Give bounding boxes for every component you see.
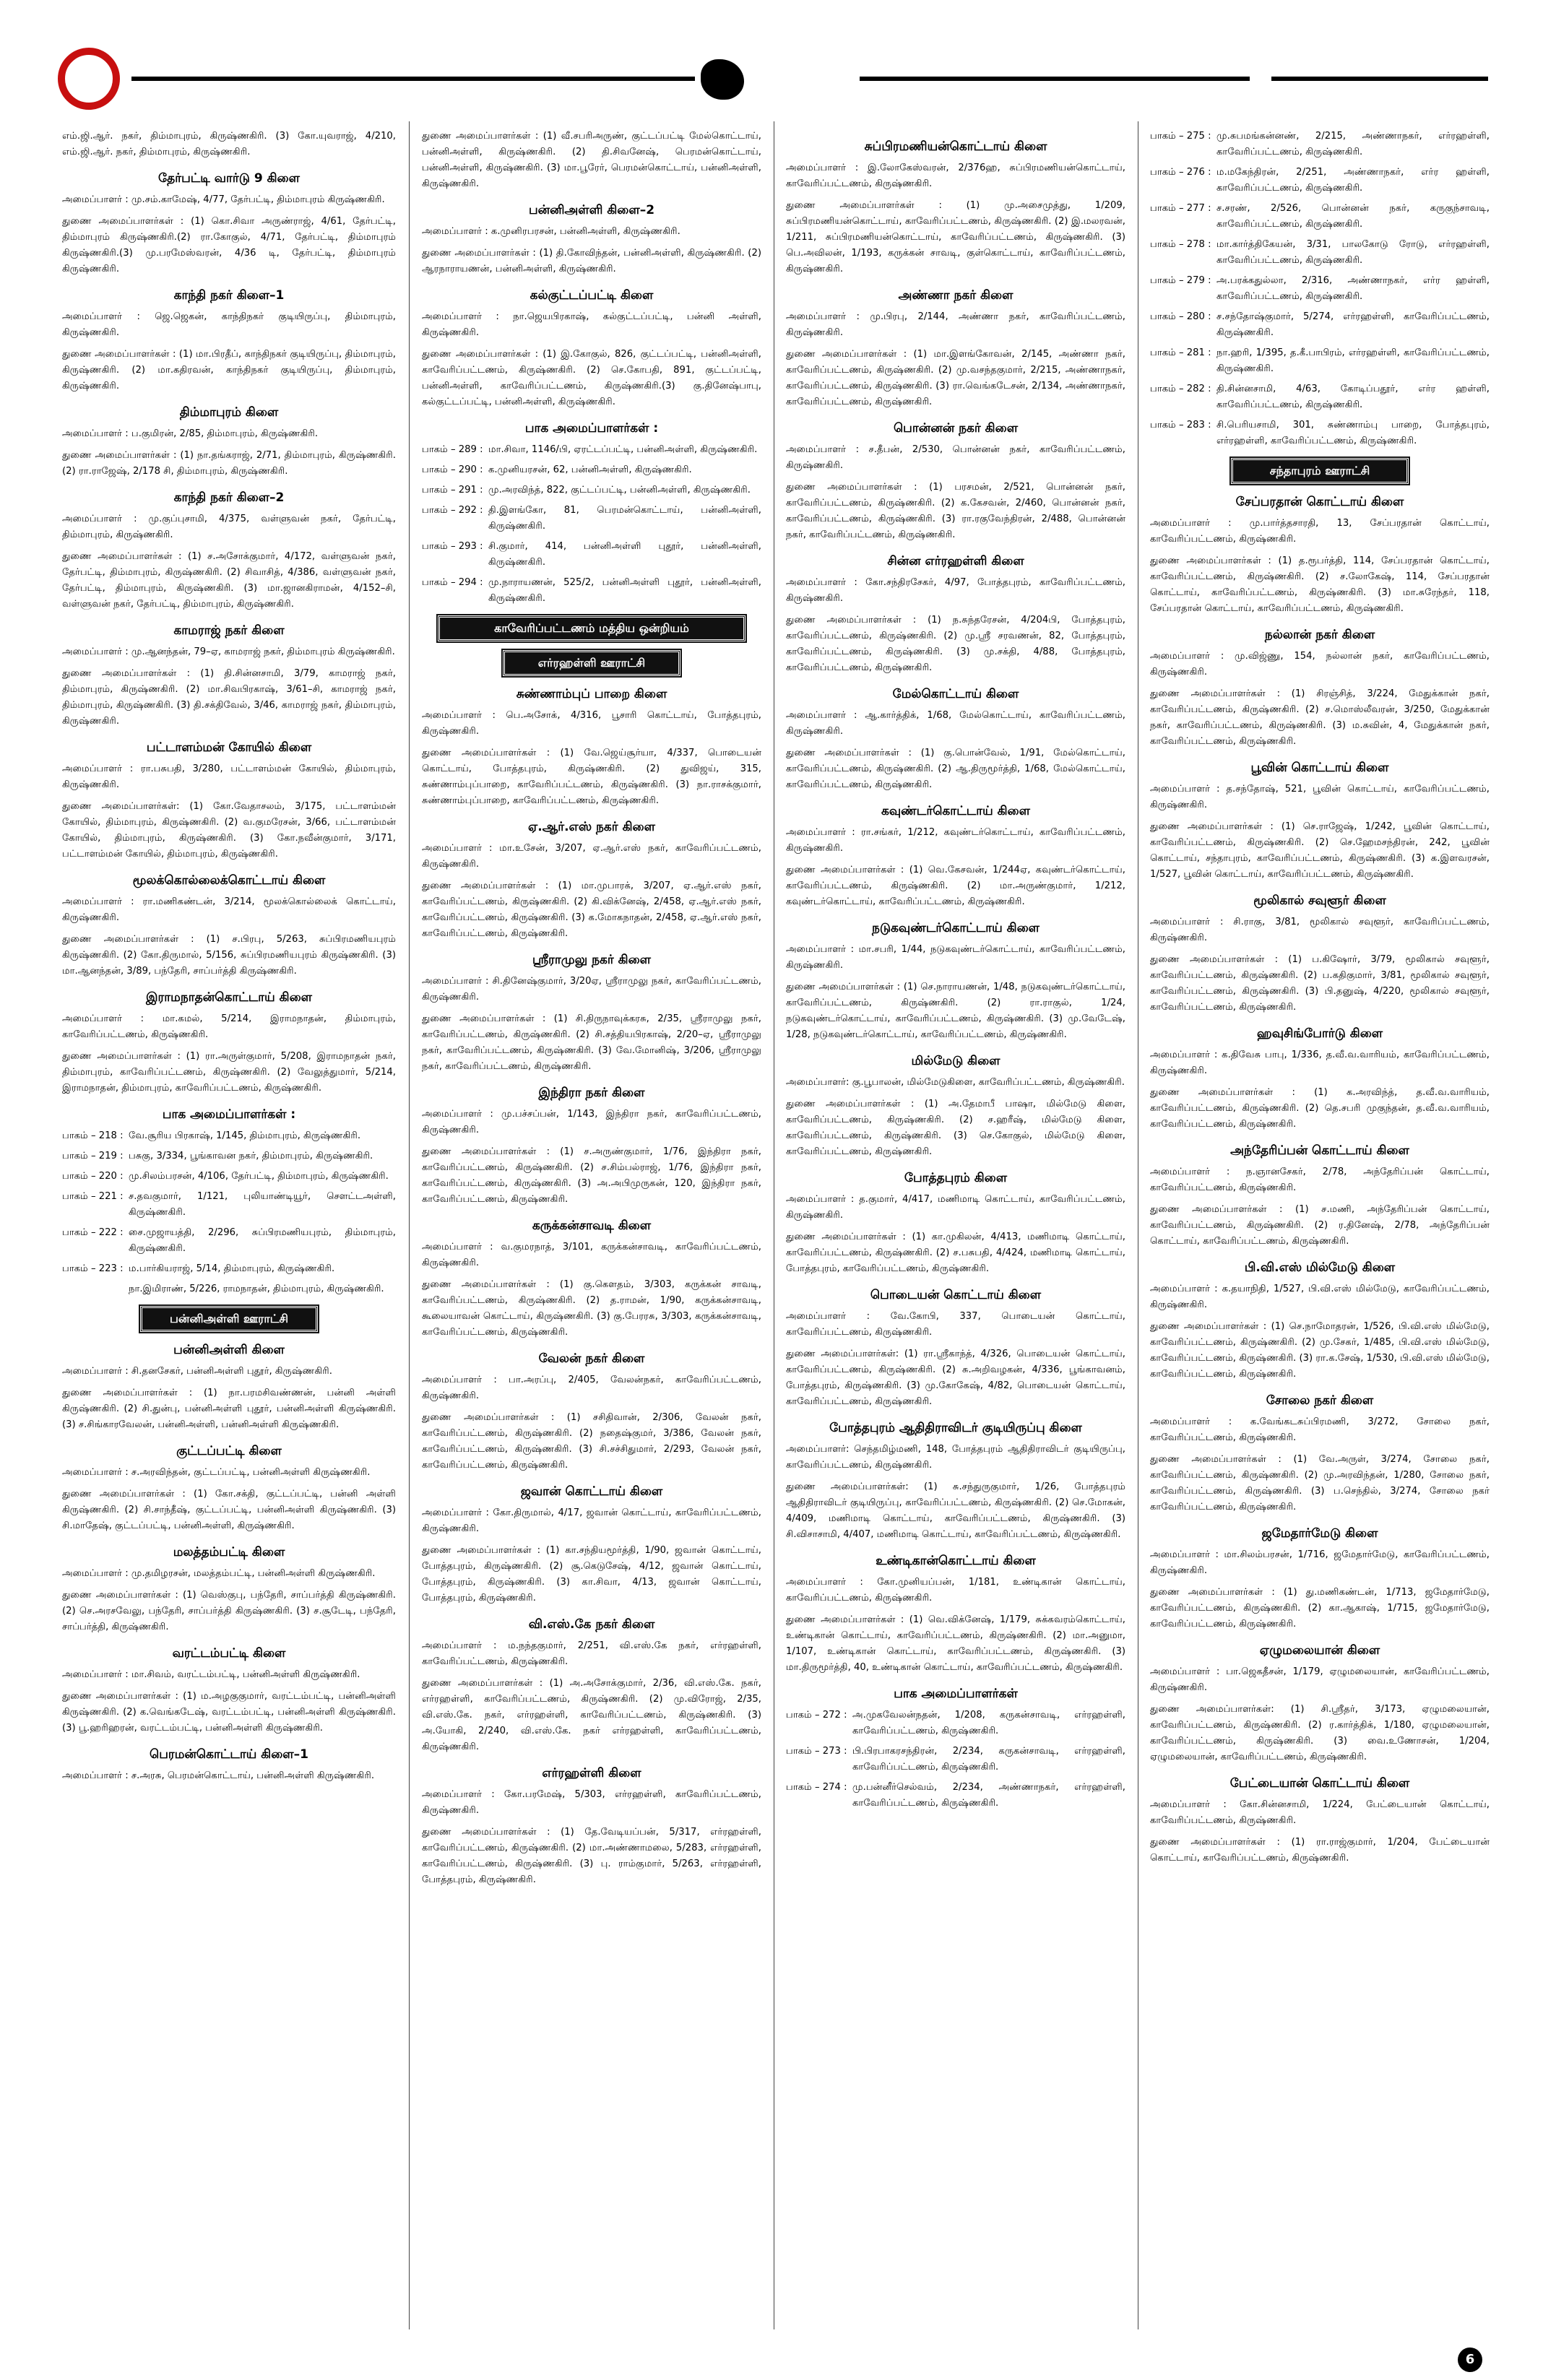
section-heading: ஜமேதார்மேடு கிளை — [1261, 1526, 1378, 1541]
paragraph: அமைப்பாளர் : ப.குமிரன், 2/85, திம்மாபுரம், கிருஷ்ணகிரி. — [62, 428, 319, 439]
ward-entry — [1150, 201, 1490, 233]
ward-text: மா.கார்த்திகேயன், 3/31, பாலகோடு ரோடு, எர்ரஹள்ளி, காவேரிப்பட்டணம், கிருஷ்ணகிரி. — [1216, 239, 1490, 266]
section-heading: வரட்டம்பட்டி கிளை — [172, 1646, 286, 1661]
paragraph: அமைப்பாளர் : சி.ராகு, 3/81, மூலிகால் சவுளூர், காவேரிப்பட்டணம், கிருஷ்ணகிரி. — [1150, 917, 1490, 943]
ward-number: பாகம் – 276 : — [1150, 167, 1211, 178]
paragraph: துணை அமைப்பாளர்கள் : (1) ச.அருண்குமார், 1/76, இந்திரா நகர், காவேரிப்பட்டணம், கிருஷ்ணகிரி. (2) ச.சிம்பல்ராஜ், 1/76, இந்திரா நகர், காவேரிப்பட்டணம், கிருஷ்ணகிரி. (3) அ.அபிமுருகன், 120, இந்திரா நகர், காவேரிப்பட்டணம், கிருஷ்ணகிரி. — [422, 1146, 761, 1205]
paragraph: துணை அமைப்பாளர்கள் : (1) சசிதிவான், 2/306, வேலன் நகர், காவேரிப்பட்டணம், கிருஷ்ணகிரி. (2) நதைஷ்குமர், 3/386, வேலன் நகர், காவேரிப்பட்டணம், கிருஷ்ணகிரி. (3) சி.சச்சிதுமார், 2/293, வேலன் நகர், காவேரிப்பட்டணம், கிருஷ்ணகிரி. — [422, 1412, 761, 1471]
column-3 — [786, 129, 1125, 2319]
section-heading: நல்லான் நகர் கிளை — [1264, 628, 1375, 642]
ward-entry — [1150, 237, 1490, 269]
column-4 — [1150, 129, 1490, 2319]
paragraph: அமைப்பாளர் : கோ.சின்னசாமி, 1/224, பேட்டையான் கொட்டாய், காவேரிப்பட்டணம், கிருஷ்ணகிரி. — [1150, 1799, 1490, 1826]
paragraph: அமைப்பாளர் : த.சந்தோஷ், 521, பூவின் கொட்டாய், காவேரிப்பட்டணம், கிருஷ்ணகிரி. — [1150, 784, 1490, 810]
section-heading: திம்மாபுரம் கிளை — [179, 405, 279, 420]
paragraph: துணை அமைப்பாளர்கள் : (1) வே.அருள், 3/274, சோலை நகர், காவேரிப்பட்டணம், கிருஷ்ணகிரி. (2) மு.அரவிந்தன், 1/280, சோலை நகர், காவேரிப்பட்டணம், கிருஷ்ணகிரி. (3) ப.செந்தில், 3/274, சோலை நகர் காவேரிப்பட்டணம், கிருஷ்ணகிரி. — [1150, 1454, 1490, 1513]
ward-number: பாகம் – 279 : — [1150, 275, 1211, 286]
paragraph: அமைப்பாளர் : மா.கமல், 5/214, இராமநாதன், திம்மாபுரம், காவேரிப்பட்டணம், கிருஷ்ணகிரி. — [62, 1013, 396, 1040]
paragraph: துணை அமைப்பாளர்கள் : (1) நா.பரமசிவண்ணன், பன்னி அள்ளி கிருஷ்ணகிரி. (2) சி.துன்பு, பன்னிஅள்ளி புதூர், பன்னிஅள்ளி கிருஷ்ணகிரி. (3) ச.சிங்காரவேலன், பன்னிஅள்ளி, பன்னிஅள்ளி கிருஷ்ணகிரி. — [62, 1388, 396, 1430]
paragraph: அமைப்பாளர் : நா.ஜெயபிரகாஷ், கல்குட்டப்பட்டி, பன்னி அள்ளி, கிருஷ்ணகிரி. — [422, 311, 761, 338]
ward-text: நா.இமிராண், 5/226, ராமநாதன், திம்மாபுரம், கிருஷ்ணகிரி. — [129, 1284, 384, 1294]
section-heading: பேட்டையான் கொட்டாய் கிளை — [1229, 1776, 1410, 1791]
paragraph: துணை அமைப்பாளர்கள் : (1) கு.கௌதம், 3/303, கருக்கன் சாவடி, காவேரிப்பட்டணம், கிருஷ்ணகிரி. (2) த.ராமன், 1/90, கருக்கன்சாவடி, கூலையாவன் கொட்டாய், கிருஷ்ணகிரி. (3) கு.பேரரசு, 3/303, கருக்கன்சாவடி, காவேரிப்பட்டணம், கிருஷ்ணகிரி. — [422, 1279, 761, 1338]
paragraph: அமைப்பாளர் : மு.பார்த்தசாரதி, 13, சேப்பரதான் கொட்டாய், காவேரிப்பட்டணம், கிருஷ்ணகிரி. — [1150, 518, 1490, 545]
paragraph: அமைப்பாளர் : ரா.மணிகண்டன், 3/214, மூலக்கொல்லைக் கொட்டாய், கிருஷ்ணகிரி. — [62, 896, 396, 923]
section-heading: மூலக்கொல்லைக்கொட்டாய் கிளை — [132, 873, 326, 888]
paragraph: அமைப்பாளர் : மா.சிவம், வரட்டம்பட்டி, பன்னிஅள்ளி கிருஷ்ணகிரி. — [62, 1669, 360, 1680]
paragraph: அமைப்பாளர் : ம.நந்தகுமார், 2/251, வி.எஸ்.கே நகர், எர்ரஹள்ளி, காவேரிப்பட்டணம், கிருஷ்ணகிரி. — [422, 1640, 761, 1667]
party-logo-icon — [58, 48, 120, 110]
section-heading: பெரமன்கொட்டாய் கிளை–1 — [150, 1747, 308, 1762]
ward-number: பாகம் – 222 : — [62, 1227, 124, 1238]
section-heading: சுப்பிரமணியன்கொட்டாய் கிளை — [864, 139, 1047, 154]
ward-entry — [62, 1261, 396, 1277]
paragraph: துணை அமைப்பாளர்கள் : (1) ந.சுந்தரேசன், 4/204பி, போத்தபுரம், காவேரிப்பட்டணம், கிருஷ்ணகிரி. (2) மு.ஸ்ரீ சரவணன், 82, போத்தபுரம், காவேரிப்பட்டணம், கிருஷ்ணகிரி. (3) மு.சக்தி, 4/88, போத்தபுரம், காவேரிப்பட்டணம், கிருஷ்ணகிரி. — [786, 615, 1125, 673]
paragraph: அமைப்பாளர்: செந்தமிழ்மணி, 148, போத்தபுரம் ஆதிதிராவிடர் குடியிருப்பு, காவேரிப்பட்டணம், கிருஷ்ணகிரி. — [786, 1444, 1125, 1471]
section-heading: காந்தி நகர் கிளை–1 — [173, 288, 285, 303]
paragraph: அமைப்பாளர் : பா.ஜெகதீசன், 1/179, ஏழுமலையான், காவேரிப்பட்டணம், கிருஷ்ணகிரி. — [1150, 1666, 1490, 1693]
ward-text: மா.சிவா, 1146/பி, ஏரட்டப்பட்டி, பன்னிஅள்ளி, கிருஷ்ணகிரி. — [488, 444, 758, 455]
section-heading: சுண்ணாம்புப் பாறை கிளை — [516, 687, 667, 701]
ward-entry — [422, 503, 761, 535]
paragraph: அமைப்பாளர் : ந.ஞானசேகர், 2/78, அந்தேரிப்பன் கொட்டாய், காவேரிப்பட்டணம், கிருஷ்ணகிரி. — [1150, 1167, 1490, 1193]
ward-number: பாகம் – 283 : — [1150, 420, 1211, 430]
ward-text: நா.ஹரி, 1/395, த.கீ.பாபிரம், எர்ரஹள்ளி, காவேரிப்பட்டணம், கிருஷ்ணகிரி. — [1216, 347, 1490, 374]
paragraph: துணை அமைப்பாளர்கள் : (1) ச.அசோக்குமார், 4/172, வள்ளுவன் நகர், தேர்பட்டி, திம்மாபுரம், கிருஷ்ணகிரி. (2) சிவாசித், 4/386, வள்ளுவன் நகர், தேர்பட்டி, திம்மாபுரம், கிருஷ்ணகிரி. (3) மா.ஜானகிராமன், 4/152–சி, வள்ளுவன் நகர், தேர்பட்டி, திம்மாபுரம், கிருஷ்ணகிரி. — [62, 551, 396, 610]
paragraph: துணை அமைப்பாளர்கள் : (1) அ.அசோக்குமார், 2/36, வி.எஸ்.கே. நகர், எர்ரஹள்ளி, காவேரிப்பட்டணம், கிருஷ்ணகிரி. (2) மு.விரோஜ், 2/35, வி.எஸ்.கே. நகர், எர்ரஹள்ளி, காவேரிப்பட்டணம், கிருஷ்ணகிரி. (3) அ.யோகி, 2/240, வி.எஸ்.கே. நகர் எர்ரஹள்ளி, காவேரிப்பட்டணம், கிருஷ்ணகிரி. — [422, 1678, 761, 1752]
panchayat-banner: பன்னிஅள்ளி ஊராட்சி — [140, 1306, 318, 1332]
ward-number: பாகம் – 292 : — [422, 505, 483, 516]
ward-entry — [62, 1169, 396, 1185]
ward-entry — [1150, 381, 1490, 413]
ward-entry — [422, 483, 761, 498]
paragraph: அமைப்பாளர் : ஜெ.ஜெகன், காந்திநகர் குடியிருப்பு, திம்மாபுரம், கிருஷ்ணகிரி. — [62, 311, 396, 338]
paragraph: துணை அமைப்பாளர்கள் : (1) செ.ராஜேஷ், 1/242, பூவின் கொட்டாய், காவேரிப்பட்டணம், கிருஷ்ணகிரி. (2) செ.ஹேமசந்திரன், 242, பூவின் கொட்டாய், சந்தாபுரம், காவேரிப்பட்டணம், கிருஷ்ணகிரி. (3) க.இளவரசன், 1/527, பூவின் கொட்டாய், காவேரிப்பட்டணம், கிருஷ்ணகிரி. — [1150, 821, 1490, 880]
ward-list-heading: பாக அமைப்பாளர்கள் : — [524, 421, 659, 436]
section-heading: போத்தபுரம் கிளை — [904, 1171, 1008, 1185]
paragraph: துணை அமைப்பாளர்கள்: (1) சு.சந்துருகுமார், 1/26, போத்தபுரம் ஆதிதிராவிடர் குடியிருப்பு, காவேரிப்பட்டணம், கிருஷ்ணகிரி. (2) செ.மோகன், 4/409, மணிமாடி கொட்டாய், காவேரிப்பட்டணம், கிருஷ்ணகிரி. (3) சி.விசாசாமி, 4/407, மணிமாடி கொட்டாய், காவேரிப்பட்டணம், கிருஷ்ணகிரி. — [786, 1481, 1125, 1540]
paragraph: துணை அமைப்பாளர்கள் : (1) சிரஞ்சித், 3/224, மேதுக்கான் நகர், காவேரிப்பட்டணம், கிருஷ்ணகிரி. (2) ச.மொஸ்லீவரன், 3/250, மேதுக்கான் நகர், காவேரிப்பட்டணம், கிருஷ்ணகிரி. (3) ம.சுவின், 4, மேதுக்கான் நகர், காவேரிப்பட்டணம், கிருஷ்ணகிரி. — [1150, 688, 1490, 747]
ward-text: க.முனியரசன், 62, பன்னிஅள்ளி, கிருஷ்ணகிரி. — [488, 464, 692, 475]
paragraph: துணை அமைப்பாளர்கள் : (1) செ.நாராயணன், 1/48, நடுகவுண்டர்கொட்டாய், காவேரிப்பட்டணம், கிருஷ்ணகிரி. (2) ரா.ராகுல், 1/24, நடுகவுண்டர்கொட்டாய், காவேரிப்பட்டணம், கிருஷ்ணகிரி. (3) மு.வேடேஷ், 1/28, நடுகவுண்டர்கொட்டாய், காவேரிப்பட்டணம், கிருஷ்ணகிரி. — [786, 982, 1125, 1040]
paragraph: அமைப்பாளர் : மா.உசேன், 3/207, ஏ.ஆர்.எஸ் நகர், காவேரிப்பட்டணம், கிருஷ்ணகிரி. — [422, 843, 761, 870]
ward-entry — [62, 1128, 396, 1144]
ward-number: பாகம் – 293 : — [422, 541, 483, 552]
paragraph: அமைப்பாளர் : க.திவேசு பாபு, 1/336, த.வீ.வ.வாரியம், காவேரிப்பட்டணம், கிருஷ்ணகிரி. — [1150, 1050, 1490, 1076]
paragraph: அமைப்பாளர்: கு.பூபாலன், மில்மேடுகிளை, காவேரிப்பட்டணம், கிருஷ்ணகிரி. — [786, 1077, 1125, 1088]
ward-number: பாகம் – 274 : — [786, 1782, 847, 1793]
paragraph: துணை அமைப்பாளர்கள் : (1) ச.மணி, அந்தேரிப்பன் கொட்டாய், காவேரிப்பட்டணம், கிருஷ்ணகிரி. (2) ர.தினேஷ், 2/78, அந்தேரிப்பன் கொட்டாய், காவேரிப்பட்டணம், கிருஷ்ணகிரி. — [1150, 1204, 1490, 1247]
paragraph: துணை அமைப்பாளர்கள்: (1) ரா.ஸ்ரீகாந்த், 4/326, பொடையன் கொட்டாய், காவேரிப்பட்டணம், கிருஷ்ணகிரி. (2) சு.அறிவழகன், 4/336, பூங்காவனம், போத்தபுரம், கிருஷ்ணகிரி. (3) மு.கோகேஷ், 4/82, பொடையன் கொட்டாய், காவேரிப்பட்டணம், கிருஷ்ணகிரி. — [786, 1349, 1125, 1407]
paragraph: துணை அமைப்பாளர்கள் : (1) ச.பிரபு, 5/263, சுப்பிரமணியபுரம் கிருஷ்ணகிரி. (2) கோ.திருமால், 5/156, சுப்பிரமணியபுரம் கிருஷ்ணகிரி. (3) மா.ஆனந்தன், 3/89, பந்தேரி, சாப்பர்த்தி கிருஷ்ணகிரி. — [62, 934, 396, 977]
ward-entry — [1150, 129, 1490, 160]
paragraph: அமைப்பாளர் : மு.பிரபு, 2/144, அண்ணா நகர், காவேரிப்பட்டணம், கிருஷ்ணகிரி. — [786, 311, 1125, 338]
section-heading: இந்திரா நகர் கிளை — [538, 1086, 645, 1100]
paragraph: அமைப்பாளர் : மு.ஆனந்தன், 79–ஏ, காமராஜ் நகர், திம்மாபுரம் கிருஷ்ணகிரி. — [62, 646, 395, 657]
header-rule-center — [860, 77, 1250, 81]
paragraph: அமைப்பாளர் : கோ.முனியப்பன், 1/181, உண்டிகான் கொட்டாய், காவேரிப்பட்டணம், கிருஷ்ணகிரி. — [786, 1577, 1125, 1604]
section-heading: பொடையன் கொட்டாய் கிளை — [870, 1288, 1042, 1302]
section-heading: கருக்கன்சாவடி கிளை — [532, 1219, 652, 1233]
paragraph: அமைப்பாளர் : பா.அரப்பு, 2/405, வேலன்நகர், காவேரிப்பட்டணம், கிருஷ்ணகிரி. — [422, 1375, 761, 1401]
paragraph: துணை அமைப்பாளர்கள் : (1) அ.தேமாபீ பாஷா, மில்மேடு கிளை, காவேரிப்பட்டணம், கிருஷ்ணகிரி. (2) ச.ஹரீஷ், மில்மேடு கிளை, காவேரிப்பட்டணம், கிருஷ்ணகிரி. (3) செ.கோகுல், மில்மேடு கிளை, காவேரிப்பட்டணம், கிருஷ்ணகிரி. — [786, 1099, 1125, 1157]
ward-text: வே.சூரிய பிரகாஷ், 1/145, திம்மாபுரம், கிருஷ்ணகிரி. — [129, 1130, 361, 1141]
section-heading: பன்னிஅள்ளி கிளை–2 — [528, 203, 655, 217]
ward-text: ம.மகேந்திரன், 2/251, அண்ணாநகர், எர்ர ஹள்ளி, காவேரிப்பட்டணம், கிருஷ்ணகிரி. — [1216, 167, 1490, 194]
ward-entry — [62, 1281, 396, 1297]
section-heading: அண்ணா நகர் கிளை — [898, 288, 1013, 303]
section-heading: தேர்பட்டி வார்டு 9 கிளை — [158, 171, 300, 186]
paragraph: அமைப்பாளர் : மு.பச்சப்பன், 1/143, இந்திரா நகர், காவேரிப்பட்டணம், கிருஷ்ணகிரி. — [422, 1109, 761, 1135]
paragraph: அமைப்பாளர் : மு.குப்புசாமி, 4/375, வள்ளுவன் நகர், தேர்பட்டி, திம்மாபுரம், கிருஷ்ணகிரி. — [62, 514, 396, 540]
paragraph: எம்.ஜி.ஆர். நகர், திம்மாபுரம், கிருஷ்ணகிரி. (3) கோ.யுவராஜ், 4/210, எம்.ஜி.ஆர். நகர், திம்மாபுரம், கிருஷ்ணகிரி. — [62, 131, 396, 157]
paragraph: துணை அமைப்பாளர்கள் : (1) மு.அசைமுத்து, 1/209, சுப்பிரமணியன்கொட்டாய், காவேரிப்பட்டணம், கிருஷ்ணகிரி. (2) இ.மலரவன், 1/211, சுப்பிரமணியன்கொட்டாய், காவேரிப்பட்டணம், கிருஷ்ணகிரி. (3) பெ.அவிலன், 1/193, கருக்கன் சாவடி, குள்கொட்டாய், காவேரிப்பட்டணம், கிருஷ்ணகிரி. — [786, 200, 1125, 274]
ward-number: பாகம் – 272 : — [786, 1710, 847, 1721]
ward-text: சி.குமார், 414, பன்னிஅள்ளி புதூர், பன்னிஅள்ளி, கிருஷ்ணகிரி. — [488, 541, 761, 568]
paragraph: அமைப்பாளர் : சி.தினேஷ்குமார், 3/20ஏ, ஸ்ரீராமுலு நகர், காவேரிப்பட்டணம், கிருஷ்ணகிரி. — [422, 976, 761, 1003]
page-number-badge: 6 — [1458, 2347, 1482, 2372]
ward-number: பாகம் – 281 : — [1150, 347, 1211, 358]
ward-text: மு.அரவிந்த், 822, குட்டப்பட்டி, பன்னிஅள்ளி, கிருஷ்ணகிரி. — [488, 485, 751, 496]
section-heading: ஏ.ஆர்.எஸ் நகர் கிளை — [528, 820, 655, 834]
paragraph: துணை அமைப்பாளர்கள் : (1) ரா.ராஜ்குமார், 1/204, பேட்டையான் கொட்டாய், காவேரிப்பட்டணம், கிருஷ்ணகிரி. — [1150, 1837, 1490, 1864]
ward-text: ச.சந்தோஷ்குமார், 5/274, எர்ரஹள்ளி, காவேரிப்பட்டணம், கிருஷ்ணகிரி. — [1216, 311, 1490, 338]
section-heading: மூலிகால் சவுளூர் கிளை — [1253, 893, 1386, 908]
bull-emblem-icon — [701, 59, 744, 100]
paragraph: அமைப்பாளர் : ச.அரவிந்தன், குட்டப்பட்டி, பன்னிஅள்ளி கிருஷ்ணகிரி. — [62, 1467, 371, 1478]
section-heading: மில்மேடு கிளை — [911, 1054, 1000, 1068]
ward-text: தி.சின்னசாமி, 4/63, கோடிப்பதூர், எர்ர ஹள்ளி, காவேரிப்பட்டணம், கிருஷ்ணகிரி. — [1216, 384, 1490, 410]
column-divider — [409, 121, 410, 2329]
ward-text: மு.பன்னீர்செல்வம், 2/234, அண்ணாநகர், எர்ரஹள்ளி, காவேரிப்பட்டணம், கிருஷ்ணகிரி. — [852, 1782, 1125, 1809]
paragraph: அமைப்பாளர் : ரா.பசுபதி, 3/280, பட்டாளம்மன் கோயில், திம்மாபுரம், கிருஷ்ணகிரி. — [62, 763, 396, 790]
ward-text: மு.சிலம்பரசன், 4/106, தேர்பட்டி, திம்மாபுரம், கிருஷ்ணகிரி. — [129, 1171, 389, 1182]
ward-text: தி.இளங்கோ, 81, பெரமன்கொட்டாய், பன்னிஅள்ளி, கிருஷ்ணகிரி. — [488, 505, 761, 532]
section-heading: பூவின் கொட்டாய் கிளை — [1250, 761, 1389, 775]
ward-entry — [422, 442, 761, 458]
section-heading: ஏழுமலையான் கிளை — [1259, 1643, 1380, 1658]
paragraph: அமைப்பாளர் : கோ.பரமேஷ், 5/303, எர்ரஹள்ளி, காவேரிப்பட்டணம், கிருஷ்ணகிரி. — [422, 1789, 761, 1816]
section-heading: ஜவான் கொட்டாய் கிளை — [520, 1484, 663, 1499]
ward-entry — [422, 539, 761, 571]
ward-entry — [786, 1744, 1125, 1775]
panchayat-banner: எர்ரஹள்ளி ஊராட்சி — [503, 650, 680, 676]
paragraph: துணை அமைப்பாளர்கள்: (1) சி.ஸ்ரீதர், 3/173, ஏழுமலையான், காவேரிப்பட்டணம், கிருஷ்ணகிரி. (2) ர.கார்த்திக், 1/180, ஏழுமலையான், காவேரிப்பட்டணம், கிருஷ்ணகிரி. (3) வை.உணோசன், 1/204, ஏழுமலையான், காவேரிப்பட்டணம், கிருஷ்ணகிரி. — [1150, 1704, 1490, 1762]
ward-entry — [422, 462, 761, 478]
ward-entry — [62, 1189, 396, 1221]
paragraph: துணை அமைப்பாளர்கள் : (1) வீ.சபரிஅருண், குட்டப்பட்டி மேல்கொட்டாய், பன்னிஅள்ளி, கிருஷ்ணகிரி. (2) தி.சிவனேஷ், பெரமன்கொட்டாய், பன்னிஅள்ளி, கிருஷ்ணகிரி. (3) மா.பூரேர், பெரமன்கொட்டாய், பன்னிஅள்ளி, கிருஷ்ணகிரி. — [422, 131, 761, 189]
section-heading: காமராஜ் நகர் கிளை — [173, 623, 285, 638]
paragraph: அமைப்பாளர் : மு.தமிழரசன், மலத்தம்பட்டி, பன்னிஅள்ளி கிருஷ்ணகிரி. — [62, 1568, 376, 1579]
ward-number: பாகம் – 278 : — [1150, 239, 1211, 250]
section-heading: ஸ்ரீராமுலு நகர் கிளை — [532, 953, 652, 967]
ward-number: பாகம் – 277 : — [1150, 203, 1211, 214]
ward-number: பாகம் – 291 : — [422, 485, 483, 496]
paragraph: அமைப்பாளர் : க.தயாநிதி, 1/527, பி.வி.எஸ் மில்மேடு, காவேரிப்பட்டணம், கிருஷ்ணகிரி. — [1150, 1284, 1490, 1310]
paragraph: துணை அமைப்பாளர்கள் : (1) கு.பொன்வேல், 1/91, மேல்கொட்டாய், காவேரிப்பட்டணம், கிருஷ்ணகிரி. (2) ஆ.திருமூர்த்தி, 1/68, மேல்கொட்டாய், காவேரிப்பட்டணம், கிருஷ்ணகிரி. — [786, 748, 1125, 790]
ward-number: பாகம் – 220 : — [62, 1171, 124, 1182]
ward-entry — [422, 575, 761, 607]
paragraph: துணை அமைப்பாளர்கள் : (1) தி.கோவிந்தன், பன்னிஅள்ளி, கிருஷ்ணகிரி. (2) ஆரநாராயணன், பன்னிஅள்ளி, கிருஷ்ணகிரி. — [422, 248, 761, 274]
paragraph: அமைப்பாளர் : ச.தீபன், 2/530, பொன்னன் நகர், காவேரிப்பட்டணம், கிருஷ்ணகிரி. — [786, 444, 1125, 471]
section-heading: போத்தபுரம் ஆதிதிராவிடர் குடியிருப்பு கிளை — [829, 1421, 1082, 1435]
paragraph: அமைப்பாளர் : மு.விஜ்ணு, 154, நல்லான் நகர், காவேரிப்பட்டணம், கிருஷ்ணகிரி. — [1150, 651, 1490, 678]
ward-number: பாகம் – 275 : — [1150, 131, 1211, 142]
ward-list-heading: பாக அமைப்பாளர்கள் : — [162, 1107, 296, 1122]
ward-entry — [1150, 417, 1490, 449]
paragraph: துணை அமைப்பாளர்கள்: (1) கோ.வேதாசலம், 3/175, பட்டாளம்மன் கோயில், திம்மாபுரம், கிருஷ்ணகிரி. (2) வ.குமரேசன், 3/66, பட்டாளம்மன் கோயில், திம்மாபுரம், கிருஷ்ணகிரி. (3) கோ.நவீன்குமார், 3/171, பட்டாளம்மன் கோயில், திம்மாபுரம், கிருஷ்ணகிரி. — [62, 801, 396, 860]
section-heading: நடுகவுண்டர்கொட்டாய் கிளை — [871, 921, 1040, 935]
paragraph: அமைப்பாளர் : கோ.திருமால், 4/17, ஜவான் கொட்டாய், காவேரிப்பட்டணம், கிருஷ்ணகிரி. — [422, 1507, 761, 1534]
ward-entry — [1150, 273, 1490, 305]
paragraph: துணை அமைப்பாளர்கள் : (1) மா.பிரதீப், காந்திநகர் குடியிருப்பு, திம்மாபுரம், கிருஷ்ணகிரி. (2) மா.கதிரவன், காந்திநகர் குடியிருப்பு, திம்மாபுரம், கிருஷ்ணகிரி. — [62, 349, 396, 391]
header-rule-right — [1271, 77, 1488, 81]
paragraph: துணை அமைப்பாளர்கள் : (1) நா.தங்கராஜ், 2/71, திம்மாபுரம், கிருஷ்ணகிரி. (2) ரா.ராஜேஷ், 2/178 சி, திம்மாபுரம், கிருஷ்ணகிரி. — [62, 450, 396, 477]
paragraph: அமைப்பாளர் : ரா.சங்கர், 1/212, கவுண்டர்கொட்டாய், காவேரிப்பட்டணம், கிருஷ்ணகிரி. — [786, 827, 1125, 854]
ward-number: பாகம் – 280 : — [1150, 311, 1211, 322]
paragraph: துணை அமைப்பாளர்கள் : (1) தி.சின்னசாமி, 3/79, காமராஜ் நகர், திம்மாபுரம், கிருஷ்ணகிரி. (2) மா.சிவபிரகாஷ், 3/61–சி, காமராஜ் நகர், திம்மாபுரம், கிருஷ்ணகிரி. (3) தி.சக்திவேல், 3/46, காமராஜ் நகர், திம்மாபுரம், கிருஷ்ணகிரி. — [62, 668, 396, 727]
paragraph: துணை அமைப்பாளர்கள் : (1) க.அரவிந்த், த.வீ.வ.வாரியம், காவேரிப்பட்டணம், கிருஷ்ணகிரி. (2) தெ.சபரி முகுந்தன், த.வீ.வ.வாரியம், காவேரிப்பட்டணம், கிருஷ்ணகிரி. — [1150, 1087, 1490, 1130]
paragraph: துணை அமைப்பாளர்கள் : (1) வெஸ்குபு, பந்தேரி, சாப்பர்த்தி கிருஷ்ணகிரி.(2) செ.அரசவேலு, பந்தேரி, சாப்பர்த்தி கிருஷ்ணகிரி. (3) ச.சூடேடி, பந்தேரி, சாப்பர்த்தி, கிருஷ்ணகிரி. — [62, 1590, 396, 1632]
column-2 — [422, 129, 761, 2319]
paragraph: துணை அமைப்பாளர்கள் : (1) ரா.அருள்குமார், 5/208, இராமநாதன் நகர், திம்மாபுரம், காவேரிப்பட்டணம், கிருஷ்ணகிரி. (2) வேலுத்துமார், 5/214, இராமநாதன், திம்மாபுரம், காவேரிப்பட்டணம், கிருஷ்ணகிரி. — [62, 1051, 396, 1094]
paragraph: துணை அமைப்பாளர்கள் : (1) கா.சந்தியமூர்த்தி, 1/90, ஜவான் கொட்டாய், போத்தபுரம், கிருஷ்ணகிரி. (2) சூ.கெடுசேஷ், 4/12, ஜவான் கொட்டாய், போத்தபுரம், கிருஷ்ணகிரி. (3) கா.சிவா, 4/13, ஜவான் கொட்டாய், போத்தபுரம், கிருஷ்ணகிரி. — [422, 1545, 761, 1604]
section-heading: அந்தேரிப்பன் கொட்டாய் கிளை — [1230, 1143, 1409, 1158]
ward-number: பாகம் – 294 : — [422, 577, 483, 588]
ward-text: ம.பார்கியராஜ், 5/14, திம்மாபுரம், கிருஷ்ணகிரி. — [129, 1263, 335, 1274]
ward-text: அ.முகவேலன்நதன், 1/208, கருகன்சாவடி, எர்ரஹள்ளி, காவேரிப்பட்டணம், கிருஷ்ணகிரி. — [852, 1710, 1125, 1736]
paragraph: துணை அமைப்பாளர்கள் : (1) பரசமன், 2/521, பொன்னன் நகர், காவேரிப்பட்டணம், கிருஷ்ணகிரி. (2) க.கேசவன், 2/460, பொன்னன் நகர், காவேரிப்பட்டணம், கிருஷ்ணகிரி. (3) ரா.ரகுவேந்திரன், 2/488, பொன்னன் நகர், காவேரிப்பட்டணம், கிருஷ்ணகிரி. — [786, 482, 1125, 540]
paragraph: துணை அமைப்பாளர்கள் : (1) த.ரூபர்த்தி, 114, சேப்பரதான் கொட்டாய், காவேரிப்பட்டணம், கிருஷ்ணகிரி. (2) ச.லோகேஷ், 114, சேப்பரதான் கொட்டாய், காவேரிப்பட்டணம், கிருஷ்ணகிரி. (3) மா.சுரேந்தர், 118, சேப்பரதான் கொட்டாய், காவேரிப்பட்டணம், கிருஷ்ணகிரி. — [1150, 555, 1490, 614]
paragraph: அமைப்பாளர் : க.முனிரபரசன், பன்னிஅள்ளி, கிருஷ்ணகிரி. — [422, 226, 680, 237]
ward-text: மு.நாராயணன், 525/2, பன்னிஅள்ளி புதூர், பன்னிஅள்ளி, கிருஷ்ணகிரி. — [488, 577, 761, 604]
ward-text: மு.சுபமங்கன்னண், 2/215, அண்ணாநகர், எர்ரஹள்ளி, காவேரிப்பட்டணம், கிருஷ்ணகிரி. — [1216, 131, 1490, 157]
paragraph: துணை அமைப்பாளர்கள் : (1) வெ.விக்னேஷ், 1/179, சுக்கவரம்கொட்டாய், உண்டிகான் கொட்டாய், காவேரிப்பட்டணம், கிருஷ்ணகிரி. (2) மா.அனுமா, 1/107, உண்டிகான் கொட்டாய், காவேரிப்பட்டணம், கிருஷ்ணகிரி. (3) மா.திருமூர்த்தி, 40, உண்டிகான் கொட்டாய், காவேரிப்பட்டணம், கிருஷ்ணகிரி. — [786, 1614, 1125, 1673]
paragraph: துணை அமைப்பாளர்கள் : (1) வெ.கேசவன், 1/244ஏ, கவுண்டர்கொட்டாய், காவேரிப்பட்டணம், கிருஷ்ணகிரி. (2) மா.அருண்குமார், 1/212, கவுண்டர்கொட்டாய், காவேரிப்பட்டணம், கிருஷ்ணகிரி. — [786, 865, 1125, 907]
ward-number: பாகம் – 219 : — [62, 1151, 124, 1161]
paragraph: துணை அமைப்பாளர்கள் : (1) ம.அழகுகுமார், வரட்டம்பட்டி, பன்னிஅள்ளி கிருஷ்ணகிரி. (2) க.வெங்கடேஷ், வரட்டம்பட்டி, பன்னிஅள்ளி கிருஷ்ணகிரி. (3) பூ.ஹரிஹரன், வரட்டம்பட்டி, பன்னிஅள்ளி கிருஷ்ணகிரி. — [62, 1691, 396, 1734]
page-header — [51, 42, 1495, 121]
section-heading: பொன்னன் நகர் கிளை — [893, 421, 1019, 436]
paragraph: துணை அமைப்பாளர்கள் : (1) கோ.சக்தி, குட்டப்பட்டி, பன்னி அள்ளி கிருஷ்ணகிரி. (2) சி.சாந்தீஷ், குட்டப்பட்டி, பன்னிஅள்ளி கிருஷ்ணகிரி. (3) சி.மாதேஷ், குட்டப்பட்டி, பன்னிஅள்ளி, கிருஷ்ணகிரி. — [62, 1489, 396, 1531]
section-heading: சேப்பரதான் கொட்டாய் கிளை — [1235, 495, 1404, 509]
paragraph: துணை அமைப்பாளர்கள் : (1) மா.இளங்கோவன், 2/145, அண்ணா நகர், காவேரிப்பட்டணம், கிருஷ்ணகிரி. (2) மு.வசந்தகுமார், 2/215, அண்ணாநகர், காவேரிப்பட்டணம், கிருஷ்ணகிரி. (3) ரா.வெங்கடேசன், 2/134, அண்ணாநகர், காவேரிப்பட்டணம், கிருஷ்ணகிரி. — [786, 349, 1125, 407]
section-heading: உண்டிகான்கொட்டாய் கிளை — [876, 1554, 1036, 1568]
paragraph: துணை அமைப்பாளர்கள் : (1) ப.கிஷோர், 3/79, மூலிகால் சவுளூர், காவேரிப்பட்டணம், கிருஷ்ணகிரி. (2) ப.கதிகுமார், 3/81, மூலிகால் சவுளூர், காவேரிப்பட்டணம், கிருஷ்ணகிரி. (3) பி.தனுஷ், 4/220, மூலிகால் சவுளூர், காவேரிப்பட்டணம், கிருஷ்ணகிரி. — [1150, 954, 1490, 1013]
section-heading: பன்னிஅள்ளி கிளை — [173, 1343, 285, 1357]
ward-number: பாகம் – 223 : — [62, 1263, 124, 1274]
ward-number: பாகம் – 289 : — [422, 444, 483, 455]
section-heading: சோலை நகர் கிளை — [1266, 1393, 1374, 1408]
ward-entry — [1150, 309, 1490, 341]
ward-text: ச.தவகுமார், 1/121, புலியாண்டியூர், சௌட்டஅள்ளி, கிருஷ்ணகிரி. — [129, 1191, 396, 1218]
ward-entry — [786, 1780, 1125, 1812]
paragraph: அமைப்பாளர் : மா.சபரி, 1/44, நடுகவுண்டர்கொட்டாய், காவேரிப்பட்டணம், கிருஷ்ணகிரி. — [786, 944, 1125, 971]
header-rule-left — [131, 77, 695, 81]
paragraph: துணை அமைப்பாளர்கள் : (1) கா.முகிலன், 4/413, மணிமாடி கொட்டாய், காவேரிப்பட்டணம், கிருஷ்ணகிரி. (2) ச.பசுபதி, 4/424, மணிமாடி கொட்டாய், போத்தபுரம், காவேரிப்பட்டணம், கிருஷ்ணகிரி. — [786, 1232, 1125, 1274]
ward-number: பாகம் – 273 : — [786, 1746, 847, 1757]
ward-number: பாகம் – 290 : — [422, 464, 483, 475]
ward-entry — [62, 1225, 396, 1257]
ward-number: பாகம் – 221 : — [62, 1191, 124, 1202]
paragraph: அமைப்பாளர் : பெ.அசோக், 4/316, பூசாரி கொட்டாய், போத்தபுரம், கிருஷ்ணகிரி. — [422, 710, 761, 737]
paragraph: துணை அமைப்பாளர்கள் : (1) து.மணிகண்டன், 1/713, ஜமேதார்மேடு, காவேரிப்பட்டணம், கிருஷ்ணகிரி. (2) கா.ஆகாஷ், 1/715, ஜமேதார்மேடு, காவேரிப்பட்டணம், கிருஷ்ணகிரி. — [1150, 1587, 1490, 1630]
paragraph: துணை அமைப்பாளர்கள் : (1) சி.திருநாவுக்கரசு, 2/35, ஸ்ரீராமுலு நகர், காவேரிப்பட்டணம், கிருஷ்ணகிரி. (2) சி.சத்தியபிரகாஷ், 2/20–ஏ, ஸ்ரீராமுலு நகர், காவேரிப்பட்டணம், கிருஷ்ணகிரி. (3) வே.மோனிஷ், 3/206, ஸ்ரீராமுலு நகர், காவேரிப்பட்டணம், கிருஷ்ணகிரி. — [422, 1013, 761, 1072]
paragraph: அமைப்பாளர் : வ.குமரநாத், 3/101, கருக்கன்சாவடி, காவேரிப்பட்டணம், கிருஷ்ணகிரி. — [422, 1242, 761, 1268]
section-heading: ஹவுசிங்போர்டு கிளை — [1256, 1026, 1383, 1041]
ward-list-heading: பாக அமைப்பாளர்கள் — [894, 1687, 1018, 1701]
section-heading: பி.வி.எஸ் மில்மேடு கிளை — [1244, 1260, 1396, 1275]
section-heading: இராமநாதன்கொட்டாய் கிளை — [145, 990, 312, 1005]
ward-text: பி.பிரபாகரசந்திரன், 2/234, கருகன்சாவடி, எர்ரஹள்ளி, காவேரிப்பட்டணம், கிருஷ்ணகிரி. — [852, 1746, 1125, 1773]
section-heading: கவுண்டர்கொட்டாய் கிளை — [881, 804, 1030, 818]
section-heading: பட்டாளம்மன் கோயில் கிளை — [146, 740, 312, 755]
ward-entry — [62, 1148, 396, 1164]
ward-entry — [786, 1708, 1125, 1739]
paragraph: துணை அமைப்பாளர்கள் : (1) தே.வேடியப்பன், 5/317, எர்ரஹள்ளி, காவேரிப்பட்டணம், கிருஷ்ணகிரி. (2) மா.அண்ணாமலை, 5/283, எர்ரஹள்ளி, காவேரிப்பட்டணம், கிருஷ்ணகிரி. (3) பு. ராம்குமார், 5/263, எர்ரஹள்ளி, போத்தபுரம், கிருஷ்ணகிரி. — [422, 1827, 761, 1885]
union-banner: காவேரிப்பட்டணம் மத்திய ஒன்றியம் — [438, 615, 745, 641]
ward-text: பசுகு, 3/334, பூங்காவன நகர், திம்மாபுரம், கிருஷ்ணகிரி. — [129, 1151, 373, 1161]
ward-number — [62, 1281, 129, 1297]
paragraph: அமைப்பாளர் : ஆ.கார்த்திக், 1/68, மேல்கொட்டாய், காவேரிப்பட்டணம், கிருஷ்ணகிரி. — [786, 710, 1125, 737]
section-heading: மேல்கொட்டாய் கிளை — [892, 687, 1019, 701]
ward-text: ச.சரண், 2/526, பொன்னன் நகர், கருகுந்சாவடி, காவேரிப்பட்டணம், கிருஷ்ணகிரி. — [1216, 203, 1490, 230]
paragraph: அமைப்பாளர் : த.குமார், 4/417, மணிமாடி கொட்டாய், காவேரிப்பட்டணம், கிருஷ்ணகிரி. — [786, 1194, 1125, 1221]
paragraph: அமைப்பாளர் : க.வேங்கடசுப்பிரமணி, 3/272, சோலை நகர், காவேரிப்பட்டணம், கிருஷ்ணகிரி. — [1150, 1416, 1490, 1443]
ward-entry — [1150, 345, 1490, 377]
ward-entry — [1150, 165, 1490, 196]
section-heading: குட்டப்பட்டி கிளை — [176, 1444, 282, 1458]
paragraph: அமைப்பாளர் : ச.அரசு, பெரமன்கொட்டாய், பன்னிஅள்ளி கிருஷ்ணகிரி. — [62, 1770, 375, 1781]
section-heading: வேலன் நகர் கிளை — [538, 1351, 645, 1366]
section-heading: மலத்தம்பட்டி கிளை — [173, 1545, 285, 1559]
column-1 — [62, 129, 396, 2319]
ward-number: பாகம் – 218 : — [62, 1130, 124, 1141]
paragraph: அமைப்பாளர் : மு.சம்.காமேஷ், 4/77, தேர்பட்டி, திம்மாபுரம் கிருஷ்ணகிரி. — [62, 194, 385, 205]
ward-text: சை.முஜாயத்தி, 2/296, சுப்பிரமணியபுரம், திம்மாபுரம், கிருஷ்ணகிரி. — [129, 1227, 396, 1254]
paragraph: அமைப்பாளர் : கோ.சந்திரசேகர், 4/97, போத்தபுரம், காவேரிப்பட்டணம், கிருஷ்ணகிரி. — [786, 577, 1125, 604]
section-heading: வி.எஸ்.கே நகர் கிளை — [528, 1617, 655, 1632]
paragraph: அமைப்பாளர் : மா.சிலம்பரசன், 1/716, ஜமேதார்மேடு, காவேரிப்பட்டணம், கிருஷ்ணகிரி. — [1150, 1549, 1490, 1576]
ward-number: பாகம் – 282 : — [1150, 384, 1211, 394]
ward-text: சி.பெரியசாமி, 301, சுண்ணாம்பு பாறை, போத்தபுரம், எர்ரஹள்ளி, காவேரிப்பட்டணம், கிருஷ்ணகிரி. — [1216, 420, 1490, 446]
panchayat-banner: சந்தாபுரம் ஊராட்சி — [1231, 458, 1409, 484]
paragraph: அமைப்பாளர் : சி.தனசேகர், பன்னிஅள்ளி புதூர், கிருஷ்ணகிரி. — [62, 1366, 332, 1377]
ward-text: அ.பரக்கதுல்லா, 2/316, அண்ணாநகர், எர்ர ஹள்ளி, காவேரிப்பட்டணம், கிருஷ்ணகிரி. — [1216, 275, 1490, 302]
section-heading: சின்ன எர்ரஹள்ளி கிளை — [887, 554, 1024, 568]
section-heading: காந்தி நகர் கிளை–2 — [173, 490, 285, 505]
paragraph: அமைப்பாளர் : இ.லோகேஸ்வரன், 2/376ஹ, சுப்பிரமணியன்கொட்டாய், காவேரிப்பட்டணம், கிருஷ்ணகிரி. — [786, 163, 1125, 189]
paragraph: துணை அமைப்பாளர்கள் : (1) வே.ஜெய்சூர்யா, 4/337, பொடையன் கொட்டாய், போத்தபுரம், கிருஷ்ணகிரி. (2) துவிஜய், 315, சுண்ணாம்புப்பாறை, காவேரிப்பட்டணம், கிருஷ்ணகிரி. (3) நா.ராசக்குமார், சுண்ணாம்புப்பாறை, காவேரிப்பட்டணம், கிருஷ்ணகிரி. — [422, 748, 761, 806]
paragraph: துணை அமைப்பாளர்கள் : (1) இ.கோகுல், 826, குட்டப்பட்டி, பன்னிஅள்ளி, காவேரிப்பட்டணம், கிருஷ்ணகிரி. (2) செ.கோபதி, 891, குட்டப்பட்டி, பன்னிஅள்ளி, காவேரிப்பட்டணம், கிருஷ்ணகிரி.(3) கு.தினேஷ்பாபு, கல்குட்டப்பட்டி, பன்னிஅள்ளி, கிருஷ்ணகிரி. — [422, 349, 761, 407]
section-heading: எர்ரஹள்ளி கிளை — [542, 1766, 641, 1780]
paragraph: துணை அமைப்பாளர்கள் : (1) செ.நாமோதரன், 1/526, பி.வி.எஸ் மில்மேடு, காவேரிப்பட்டணம், கிருஷ்ணகிரி. (2) மு.சேகர், 1/485, பி.வி.எஸ் மில்மேடு, காவேரிப்பட்டணம், கிருஷ்ணகிரி. (3) ரா.க.சேஷ், 1/530, பி.வி.எஸ் மில்மேடு, காவேரிப்பட்டணம், கிருஷ்ணகிரி. — [1150, 1321, 1490, 1380]
paragraph: துணை அமைப்பாளர்கள் : (1) மா.முபாரக், 3/207, ஏ.ஆர்.எஸ் நகர், காவேரிப்பட்டணம், கிருஷ்ணகிரி. (2) கி.விக்னேஷ், 2/458, ஏ.ஆர்.எஸ் நகர், காவேரிப்பட்டணம், கிருஷ்ணகிரி. (3) க.மோகநாதன், 2/458, ஏ.ஆர்.எஸ் நகர், காவேரிப்பட்டணம், கிருஷ்ணகிரி. — [422, 880, 761, 939]
section-heading: கல்குட்டப்பட்டி கிளை — [530, 288, 654, 303]
paragraph: துணை அமைப்பாளர்கள் : (1) கொ.சிவா அருண்ராஜ், 4/61, தேர்பட்டி, திம்மாபுரம் கிருஷ்ணகிரி.(2) ரா.கோகுல், 4/71, தேர்பட்டி, திம்மாபுரம் கிருஷ்ணகிரி.(3) மு.பரமேஸ்வரன், 4/36 டி, தேர்பட்டி, திம்மாபுரம் கிருஷ்ணகிரி. — [62, 216, 396, 274]
paragraph: அமைப்பாளர் : வே.கோபி, 337, பொடையன் கொட்டாய், காவேரிப்பட்டணம், கிருஷ்ணகிரி. — [786, 1311, 1125, 1338]
